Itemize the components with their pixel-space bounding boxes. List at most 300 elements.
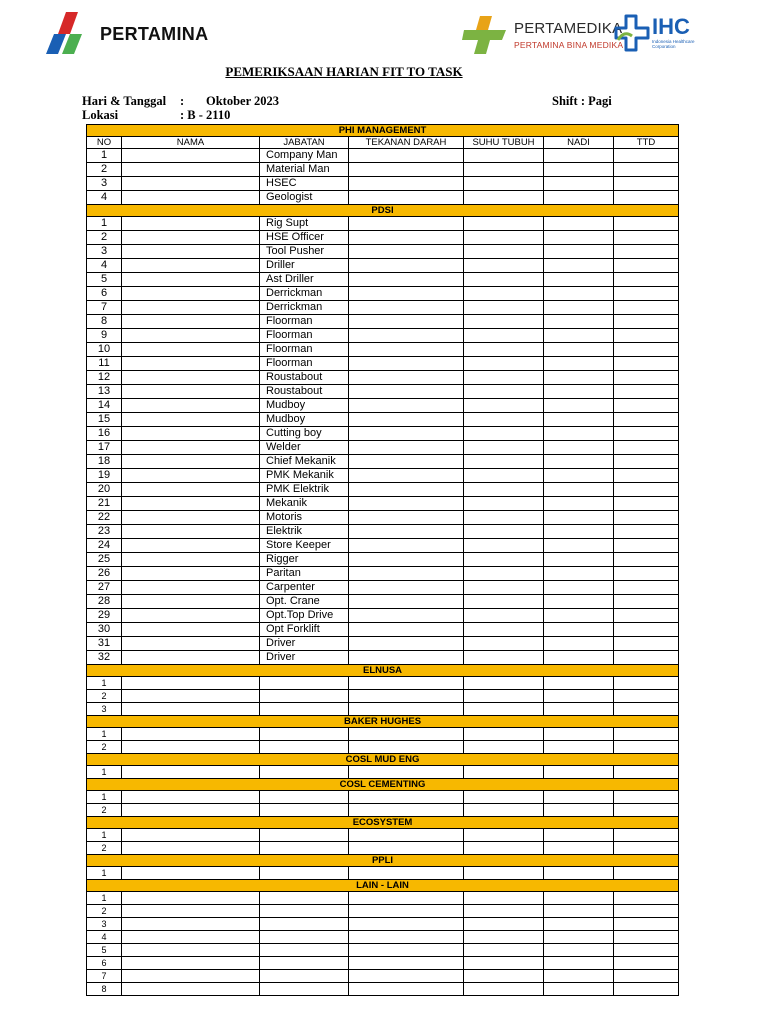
- nadi-cell[interactable]: [544, 385, 614, 399]
- nama-cell[interactable]: [122, 703, 260, 716]
- nama-cell[interactable]: [122, 983, 260, 996]
- ttd-cell[interactable]: [614, 385, 679, 399]
- nama-cell[interactable]: [122, 623, 260, 637]
- nadi-cell[interactable]: [544, 427, 614, 441]
- tekanan-darah-cell[interactable]: [349, 804, 464, 817]
- tekanan-darah-cell[interactable]: [349, 191, 464, 205]
- nama-cell[interactable]: [122, 609, 260, 623]
- ttd-cell[interactable]: [614, 525, 679, 539]
- suhu-tubuh-cell[interactable]: [464, 623, 544, 637]
- ttd-cell[interactable]: [614, 677, 679, 690]
- tekanan-darah-cell[interactable]: [349, 567, 464, 581]
- suhu-tubuh-cell[interactable]: [464, 315, 544, 329]
- nama-cell[interactable]: [122, 371, 260, 385]
- suhu-tubuh-cell[interactable]: [464, 343, 544, 357]
- nadi-cell[interactable]: [544, 957, 614, 970]
- ttd-cell[interactable]: [614, 399, 679, 413]
- suhu-tubuh-cell[interactable]: [464, 918, 544, 931]
- ttd-cell[interactable]: [614, 829, 679, 842]
- jabatan-cell: Driver: [260, 637, 349, 651]
- suhu-tubuh-cell[interactable]: [464, 329, 544, 343]
- ttd-cell[interactable]: [614, 163, 679, 177]
- nadi-cell[interactable]: [544, 677, 614, 690]
- suhu-tubuh-cell[interactable]: [464, 728, 544, 741]
- nadi-cell[interactable]: [544, 273, 614, 287]
- tekanan-darah-cell[interactable]: [349, 301, 464, 315]
- tekanan-darah-cell[interactable]: [349, 469, 464, 483]
- suhu-tubuh-cell[interactable]: [464, 413, 544, 427]
- table-row: [87, 511, 679, 525]
- ttd-cell[interactable]: [614, 245, 679, 259]
- nadi-cell[interactable]: [544, 623, 614, 637]
- tekanan-darah-cell[interactable]: [349, 525, 464, 539]
- tekanan-darah-cell[interactable]: [349, 637, 464, 651]
- ttd-cell[interactable]: [614, 918, 679, 931]
- tekanan-darah-cell[interactable]: [349, 905, 464, 918]
- ttd-cell[interactable]: [614, 231, 679, 245]
- nama-cell[interactable]: [122, 918, 260, 931]
- suhu-tubuh-cell[interactable]: [464, 245, 544, 259]
- nama-cell[interactable]: [122, 315, 260, 329]
- ttd-cell[interactable]: [614, 905, 679, 918]
- suhu-tubuh-cell[interactable]: [464, 677, 544, 690]
- suhu-tubuh-cell[interactable]: [464, 651, 544, 665]
- ttd-cell[interactable]: [614, 315, 679, 329]
- nama-cell[interactable]: [122, 791, 260, 804]
- ttd-cell[interactable]: [614, 637, 679, 651]
- nadi-cell[interactable]: [544, 804, 614, 817]
- nadi-cell[interactable]: [544, 553, 614, 567]
- pertamina-logo-icon: [44, 12, 98, 56]
- nadi-cell[interactable]: [544, 441, 614, 455]
- ttd-cell[interactable]: [614, 287, 679, 301]
- row-number: 9: [87, 329, 122, 343]
- tekanan-darah-cell[interactable]: [349, 539, 464, 553]
- tekanan-darah-cell[interactable]: [349, 163, 464, 177]
- nama-cell[interactable]: [122, 842, 260, 855]
- tekanan-darah-cell[interactable]: [349, 287, 464, 301]
- nama-cell[interactable]: [122, 525, 260, 539]
- nadi-cell[interactable]: [544, 231, 614, 245]
- row-number: 2: [87, 741, 122, 754]
- suhu-tubuh-cell[interactable]: [464, 905, 544, 918]
- nama-cell[interactable]: [122, 287, 260, 301]
- nadi-cell[interactable]: [544, 343, 614, 357]
- tekanan-darah-cell[interactable]: [349, 791, 464, 804]
- tekanan-darah-cell[interactable]: [349, 497, 464, 511]
- nama-cell[interactable]: [122, 829, 260, 842]
- nama-cell[interactable]: [122, 385, 260, 399]
- suhu-tubuh-cell[interactable]: [464, 539, 544, 553]
- nadi-cell[interactable]: [544, 595, 614, 609]
- nadi-cell[interactable]: [544, 690, 614, 703]
- tekanan-darah-cell[interactable]: [349, 970, 464, 983]
- tekanan-darah-cell[interactable]: [349, 944, 464, 957]
- section-row: [87, 880, 679, 892]
- tekanan-darah-cell[interactable]: [349, 343, 464, 357]
- nadi-cell[interactable]: [544, 892, 614, 905]
- section-row: [87, 779, 679, 791]
- tekanan-darah-cell[interactable]: [349, 329, 464, 343]
- tekanan-darah-cell[interactable]: [349, 177, 464, 191]
- nadi-cell[interactable]: [544, 329, 614, 343]
- ttd-cell[interactable]: [614, 842, 679, 855]
- ttd-cell[interactable]: [614, 703, 679, 716]
- nama-cell[interactable]: [122, 301, 260, 315]
- column-header: NAMA: [122, 137, 260, 149]
- nama-cell[interactable]: [122, 455, 260, 469]
- row-number: 22: [87, 511, 122, 525]
- suhu-tubuh-cell[interactable]: [464, 842, 544, 855]
- nama-cell[interactable]: [122, 273, 260, 287]
- nama-cell[interactable]: [122, 483, 260, 497]
- suhu-tubuh-cell[interactable]: [464, 829, 544, 842]
- nadi-cell[interactable]: [544, 525, 614, 539]
- tekanan-darah-cell[interactable]: [349, 766, 464, 779]
- ttd-cell[interactable]: [614, 623, 679, 637]
- table-row: [87, 329, 679, 343]
- ttd-cell[interactable]: [614, 651, 679, 665]
- ttd-cell[interactable]: [614, 944, 679, 957]
- nama-cell[interactable]: [122, 553, 260, 567]
- tekanan-darah-cell[interactable]: [349, 677, 464, 690]
- nadi-cell[interactable]: [544, 301, 614, 315]
- suhu-tubuh-cell[interactable]: [464, 944, 544, 957]
- nadi-cell[interactable]: [544, 371, 614, 385]
- ttd-cell[interactable]: [614, 581, 679, 595]
- tekanan-darah-cell[interactable]: [349, 553, 464, 567]
- nama-cell[interactable]: [122, 595, 260, 609]
- nama-cell[interactable]: [122, 690, 260, 703]
- nadi-cell[interactable]: [544, 567, 614, 581]
- nadi-cell[interactable]: [544, 581, 614, 595]
- nama-cell[interactable]: [122, 259, 260, 273]
- tekanan-darah-cell[interactable]: [349, 149, 464, 163]
- suhu-tubuh-cell[interactable]: [464, 497, 544, 511]
- nama-cell[interactable]: [122, 905, 260, 918]
- suhu-tubuh-cell[interactable]: [464, 259, 544, 273]
- nama-cell[interactable]: [122, 766, 260, 779]
- row-number: 2: [87, 905, 122, 918]
- nadi-cell[interactable]: [544, 983, 614, 996]
- nadi-cell[interactable]: [544, 497, 614, 511]
- nama-cell[interactable]: [122, 357, 260, 371]
- nama-cell[interactable]: [122, 651, 260, 665]
- ttd-cell[interactable]: [614, 595, 679, 609]
- tekanan-darah-cell[interactable]: [349, 483, 464, 497]
- shift-value: Shift : Pagi: [552, 94, 612, 108]
- suhu-tubuh-cell[interactable]: [464, 581, 544, 595]
- nama-cell[interactable]: [122, 539, 260, 553]
- suhu-tubuh-cell[interactable]: [464, 469, 544, 483]
- nama-cell[interactable]: [122, 245, 260, 259]
- tekanan-darah-cell[interactable]: [349, 217, 464, 231]
- nama-cell[interactable]: [122, 399, 260, 413]
- nadi-cell[interactable]: [544, 399, 614, 413]
- nadi-cell[interactable]: [544, 842, 614, 855]
- tekanan-darah-cell[interactable]: [349, 651, 464, 665]
- ttd-cell[interactable]: [614, 728, 679, 741]
- suhu-tubuh-cell[interactable]: [464, 441, 544, 455]
- ttd-cell[interactable]: [614, 690, 679, 703]
- suhu-tubuh-cell[interactable]: [464, 191, 544, 205]
- ttd-cell[interactable]: [614, 867, 679, 880]
- tekanan-darah-cell[interactable]: [349, 259, 464, 273]
- nama-cell[interactable]: [122, 728, 260, 741]
- nama-cell[interactable]: [122, 931, 260, 944]
- suhu-tubuh-cell[interactable]: [464, 525, 544, 539]
- nadi-cell[interactable]: [544, 469, 614, 483]
- tekanan-darah-cell[interactable]: [349, 918, 464, 931]
- ttd-cell[interactable]: [614, 469, 679, 483]
- nama-cell[interactable]: [122, 413, 260, 427]
- tekanan-darah-cell[interactable]: [349, 371, 464, 385]
- nadi-cell[interactable]: [544, 703, 614, 716]
- nama-cell[interactable]: [122, 677, 260, 690]
- nadi-cell[interactable]: [544, 905, 614, 918]
- nama-cell[interactable]: [122, 944, 260, 957]
- jabatan-cell: [260, 983, 349, 996]
- nama-cell[interactable]: [122, 427, 260, 441]
- tekanan-darah-cell[interactable]: [349, 273, 464, 287]
- section-row: [87, 125, 679, 137]
- ttd-cell[interactable]: [614, 539, 679, 553]
- nadi-cell[interactable]: [544, 149, 614, 163]
- suhu-tubuh-cell[interactable]: [464, 455, 544, 469]
- suhu-tubuh-cell[interactable]: [464, 567, 544, 581]
- nadi-cell[interactable]: [544, 741, 614, 754]
- ttd-cell[interactable]: [614, 970, 679, 983]
- suhu-tubuh-cell[interactable]: [464, 741, 544, 754]
- nadi-cell[interactable]: [544, 357, 614, 371]
- suhu-tubuh-cell[interactable]: [464, 791, 544, 804]
- nadi-cell[interactable]: [544, 637, 614, 651]
- tekanan-darah-cell[interactable]: [349, 441, 464, 455]
- nadi-cell[interactable]: [544, 177, 614, 191]
- ttd-cell[interactable]: [614, 441, 679, 455]
- suhu-tubuh-cell[interactable]: [464, 177, 544, 191]
- tekanan-darah-cell[interactable]: [349, 609, 464, 623]
- tekanan-darah-cell[interactable]: [349, 829, 464, 842]
- tekanan-darah-cell[interactable]: [349, 983, 464, 996]
- ttd-cell[interactable]: [614, 273, 679, 287]
- tekanan-darah-cell[interactable]: [349, 315, 464, 329]
- ttd-cell[interactable]: [614, 343, 679, 357]
- nama-cell[interactable]: [122, 867, 260, 880]
- nama-cell[interactable]: [122, 329, 260, 343]
- suhu-tubuh-cell[interactable]: [464, 483, 544, 497]
- suhu-tubuh-cell[interactable]: [464, 804, 544, 817]
- ttd-cell[interactable]: [614, 483, 679, 497]
- tekanan-darah-cell[interactable]: [349, 399, 464, 413]
- ttd-cell[interactable]: [614, 427, 679, 441]
- suhu-tubuh-cell[interactable]: [464, 287, 544, 301]
- suhu-tubuh-cell[interactable]: [464, 970, 544, 983]
- ttd-cell[interactable]: [614, 413, 679, 427]
- tekanan-darah-cell[interactable]: [349, 623, 464, 637]
- suhu-tubuh-cell[interactable]: [464, 385, 544, 399]
- nama-cell[interactable]: [122, 149, 260, 163]
- nadi-cell[interactable]: [544, 287, 614, 301]
- nama-cell[interactable]: [122, 217, 260, 231]
- suhu-tubuh-cell[interactable]: [464, 273, 544, 287]
- suhu-tubuh-cell[interactable]: [464, 931, 544, 944]
- tekanan-darah-cell[interactable]: [349, 741, 464, 754]
- tekanan-darah-cell[interactable]: [349, 427, 464, 441]
- suhu-tubuh-cell[interactable]: [464, 637, 544, 651]
- ttd-cell[interactable]: [614, 329, 679, 343]
- ttd-cell[interactable]: [614, 259, 679, 273]
- suhu-tubuh-cell[interactable]: [464, 231, 544, 245]
- ttd-cell[interactable]: [614, 357, 679, 371]
- nadi-cell[interactable]: [544, 728, 614, 741]
- nama-cell[interactable]: [122, 231, 260, 245]
- row-number: 5: [87, 273, 122, 287]
- ttd-cell[interactable]: [614, 217, 679, 231]
- nadi-cell[interactable]: [544, 455, 614, 469]
- tekanan-darah-cell[interactable]: [349, 728, 464, 741]
- suhu-tubuh-cell[interactable]: [464, 357, 544, 371]
- tekanan-darah-cell[interactable]: [349, 413, 464, 427]
- suhu-tubuh-cell[interactable]: [464, 867, 544, 880]
- tekanan-darah-cell[interactable]: [349, 245, 464, 259]
- nama-cell[interactable]: [122, 343, 260, 357]
- suhu-tubuh-cell[interactable]: [464, 957, 544, 970]
- tekanan-darah-cell[interactable]: [349, 231, 464, 245]
- tekanan-darah-cell[interactable]: [349, 385, 464, 399]
- ttd-cell[interactable]: [614, 931, 679, 944]
- nama-cell[interactable]: [122, 957, 260, 970]
- tekanan-darah-cell[interactable]: [349, 690, 464, 703]
- nadi-cell[interactable]: [544, 163, 614, 177]
- nadi-cell[interactable]: [544, 651, 614, 665]
- nama-cell[interactable]: [122, 741, 260, 754]
- ttd-cell[interactable]: [614, 609, 679, 623]
- ttd-cell[interactable]: [614, 191, 679, 205]
- nama-cell[interactable]: [122, 581, 260, 595]
- suhu-tubuh-cell[interactable]: [464, 149, 544, 163]
- suhu-tubuh-cell[interactable]: [464, 427, 544, 441]
- suhu-tubuh-cell[interactable]: [464, 892, 544, 905]
- nadi-cell[interactable]: [544, 413, 614, 427]
- nadi-cell[interactable]: [544, 931, 614, 944]
- suhu-tubuh-cell[interactable]: [464, 703, 544, 716]
- suhu-tubuh-cell[interactable]: [464, 511, 544, 525]
- nadi-cell[interactable]: [544, 609, 614, 623]
- nadi-cell[interactable]: [544, 539, 614, 553]
- row-number: 8: [87, 315, 122, 329]
- nama-cell[interactable]: [122, 497, 260, 511]
- nama-cell[interactable]: [122, 163, 260, 177]
- suhu-tubuh-cell[interactable]: [464, 553, 544, 567]
- row-number: 16: [87, 427, 122, 441]
- ttd-cell[interactable]: [614, 567, 679, 581]
- ttd-cell[interactable]: [614, 983, 679, 996]
- nama-cell[interactable]: [122, 469, 260, 483]
- ttd-cell[interactable]: [614, 804, 679, 817]
- suhu-tubuh-cell[interactable]: [464, 371, 544, 385]
- ttd-cell[interactable]: [614, 371, 679, 385]
- nama-cell[interactable]: [122, 511, 260, 525]
- ttd-cell[interactable]: [614, 149, 679, 163]
- jabatan-cell: Mudboy: [260, 399, 349, 413]
- table-row: [87, 343, 679, 357]
- suhu-tubuh-cell[interactable]: [464, 609, 544, 623]
- nadi-cell[interactable]: [544, 944, 614, 957]
- nadi-cell[interactable]: [544, 766, 614, 779]
- nadi-cell[interactable]: [544, 918, 614, 931]
- tekanan-darah-cell[interactable]: [349, 892, 464, 905]
- suhu-tubuh-cell[interactable]: [464, 595, 544, 609]
- ttd-cell[interactable]: [614, 741, 679, 754]
- ttd-cell[interactable]: [614, 511, 679, 525]
- ttd-cell[interactable]: [614, 553, 679, 567]
- row-number: 31: [87, 637, 122, 651]
- suhu-tubuh-cell[interactable]: [464, 301, 544, 315]
- nadi-cell[interactable]: [544, 791, 614, 804]
- nama-cell[interactable]: [122, 892, 260, 905]
- nadi-cell[interactable]: [544, 259, 614, 273]
- suhu-tubuh-cell[interactable]: [464, 766, 544, 779]
- ttd-cell[interactable]: [614, 455, 679, 469]
- suhu-tubuh-cell[interactable]: [464, 983, 544, 996]
- jabatan-cell: PMK Elektrik: [260, 483, 349, 497]
- nama-cell[interactable]: [122, 567, 260, 581]
- column-header: NO: [87, 137, 122, 149]
- nadi-cell[interactable]: [544, 829, 614, 842]
- nama-cell[interactable]: [122, 804, 260, 817]
- row-number: 1: [87, 217, 122, 231]
- tekanan-darah-cell[interactable]: [349, 957, 464, 970]
- nama-cell[interactable]: [122, 191, 260, 205]
- nadi-cell[interactable]: [544, 217, 614, 231]
- ttd-cell[interactable]: [614, 791, 679, 804]
- ttd-cell[interactable]: [614, 177, 679, 191]
- nadi-cell[interactable]: [544, 970, 614, 983]
- tekanan-darah-cell[interactable]: [349, 595, 464, 609]
- tekanan-darah-cell[interactable]: [349, 455, 464, 469]
- suhu-tubuh-cell[interactable]: [464, 163, 544, 177]
- tekanan-darah-cell[interactable]: [349, 703, 464, 716]
- suhu-tubuh-cell[interactable]: [464, 399, 544, 413]
- ttd-cell[interactable]: [614, 497, 679, 511]
- ttd-cell[interactable]: [614, 892, 679, 905]
- nama-cell[interactable]: [122, 637, 260, 651]
- nadi-cell[interactable]: [544, 867, 614, 880]
- tekanan-darah-cell[interactable]: [349, 931, 464, 944]
- row-number: 1: [87, 867, 122, 880]
- nadi-cell[interactable]: [544, 315, 614, 329]
- tekanan-darah-cell[interactable]: [349, 867, 464, 880]
- nama-cell[interactable]: [122, 177, 260, 191]
- ttd-cell[interactable]: [614, 766, 679, 779]
- nadi-cell[interactable]: [544, 245, 614, 259]
- tekanan-darah-cell[interactable]: [349, 842, 464, 855]
- tekanan-darah-cell[interactable]: [349, 581, 464, 595]
- nadi-cell[interactable]: [544, 191, 614, 205]
- tekanan-darah-cell[interactable]: [349, 511, 464, 525]
- nadi-cell[interactable]: [544, 511, 614, 525]
- suhu-tubuh-cell[interactable]: [464, 217, 544, 231]
- table-row: [87, 918, 679, 931]
- nama-cell[interactable]: [122, 441, 260, 455]
- tekanan-darah-cell[interactable]: [349, 357, 464, 371]
- ttd-cell[interactable]: [614, 957, 679, 970]
- nama-cell[interactable]: [122, 970, 260, 983]
- nadi-cell[interactable]: [544, 483, 614, 497]
- suhu-tubuh-cell[interactable]: [464, 690, 544, 703]
- ttd-cell[interactable]: [614, 301, 679, 315]
